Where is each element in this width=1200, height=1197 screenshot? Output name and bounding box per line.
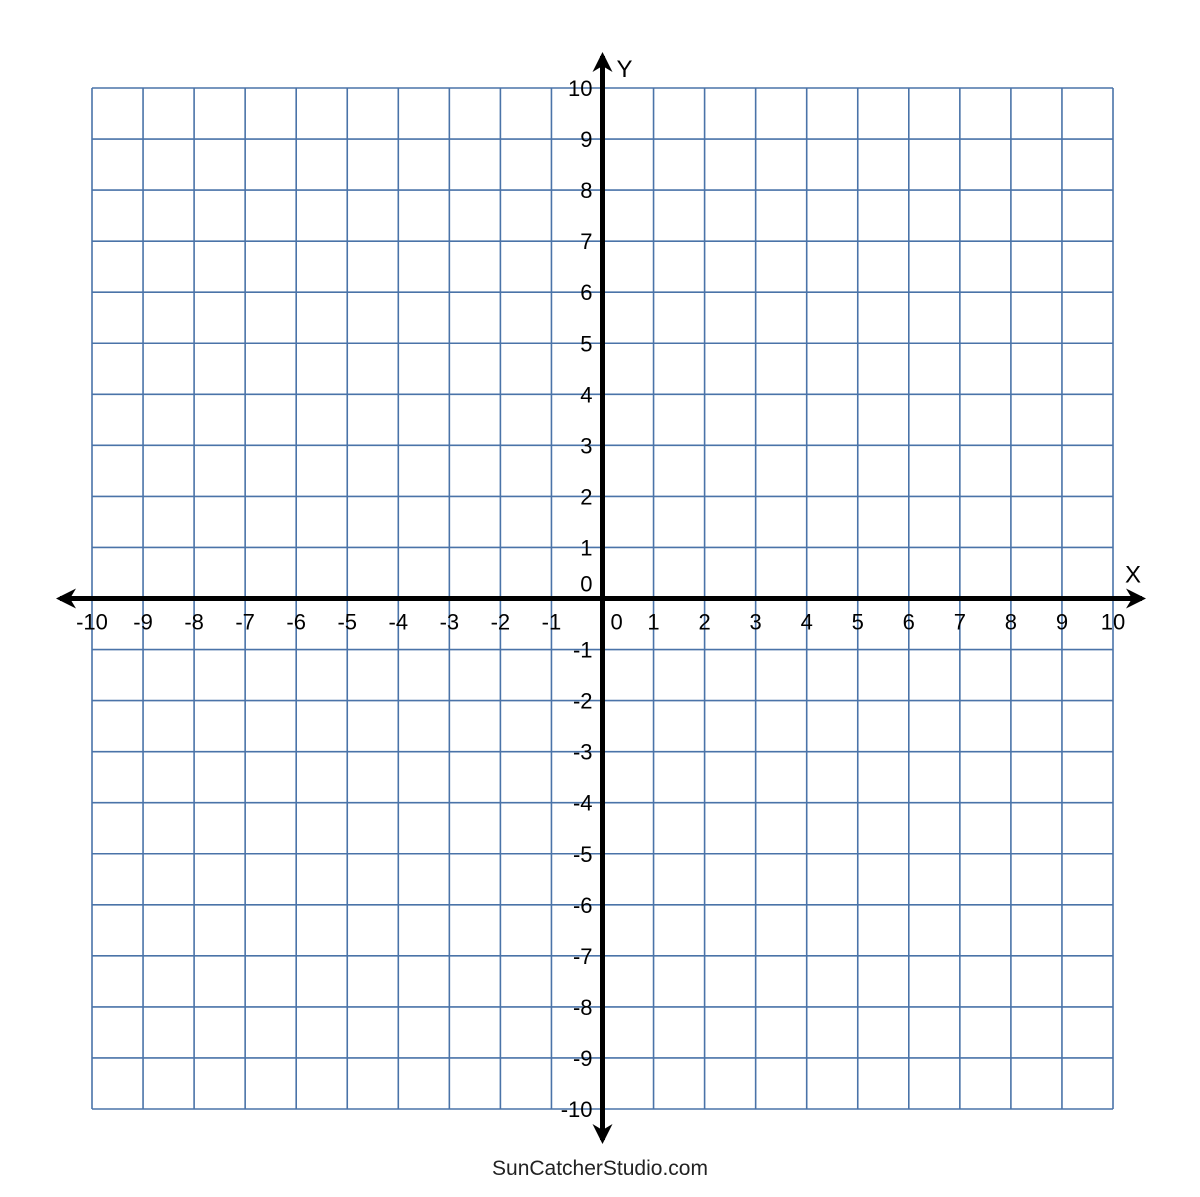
y-tick-label: -9 xyxy=(572,1045,593,1071)
x-tick-label: 9 xyxy=(1055,609,1069,635)
y-tick-label: -2 xyxy=(572,688,593,714)
x-tick-label: -6 xyxy=(286,609,306,635)
x-tick-label: 7 xyxy=(953,609,966,635)
y-tick-label: 9 xyxy=(580,127,593,153)
x-tick-label: 10 xyxy=(1100,609,1126,635)
y-tick-label: -3 xyxy=(572,739,593,765)
x-tick-label: 4 xyxy=(800,609,813,635)
y-axis-label: Y xyxy=(616,56,633,83)
x-tick-label: 5 xyxy=(851,609,864,635)
x-axis-label: X xyxy=(1125,561,1142,589)
y-tick-label: -7 xyxy=(572,943,593,969)
site-credit: SunCatcherStudio.com xyxy=(492,1157,708,1180)
x-tick-label: -7 xyxy=(235,609,255,635)
x-tick-label: 2 xyxy=(698,609,711,635)
x-tick-label: 1 xyxy=(647,609,660,635)
y-tick-label: 8 xyxy=(580,178,593,204)
axes xyxy=(60,56,1142,1140)
x-tick-label: -9 xyxy=(133,609,153,635)
y-tick-label: -10 xyxy=(560,1097,593,1122)
y-tick-label: 7 xyxy=(580,229,593,255)
x-tick-label: -8 xyxy=(184,609,204,635)
x-tick-label: -10 xyxy=(76,609,108,635)
x-tick-label: 8 xyxy=(1004,609,1018,635)
x-tick-label: -4 xyxy=(388,609,409,635)
y-tick-label: -4 xyxy=(572,790,593,816)
y-tick-label: 0 xyxy=(580,571,593,597)
y-tick-label: 2 xyxy=(580,484,593,510)
x-tick-label: 6 xyxy=(902,609,915,635)
y-tick-label: 10 xyxy=(568,76,593,101)
y-tick-label: -6 xyxy=(572,892,593,918)
y-tick-label: -5 xyxy=(572,841,593,867)
x-tick-label: -1 xyxy=(541,609,562,635)
y-tick-label: -8 xyxy=(572,994,593,1020)
y-tick-label: 6 xyxy=(580,280,593,306)
y-tick-label: 3 xyxy=(580,433,593,459)
y-tick-label: -1 xyxy=(572,637,593,663)
y-tick-label: 5 xyxy=(580,331,593,357)
x-tick-label: -3 xyxy=(439,609,460,635)
x-tick-label: -5 xyxy=(337,609,358,635)
y-tick-label: 4 xyxy=(580,382,593,408)
x-tick-label: -2 xyxy=(490,609,511,635)
x-tick-label: 3 xyxy=(749,609,762,635)
y-tick-label: 1 xyxy=(580,535,593,561)
x-tick-label: 0 xyxy=(610,609,623,635)
